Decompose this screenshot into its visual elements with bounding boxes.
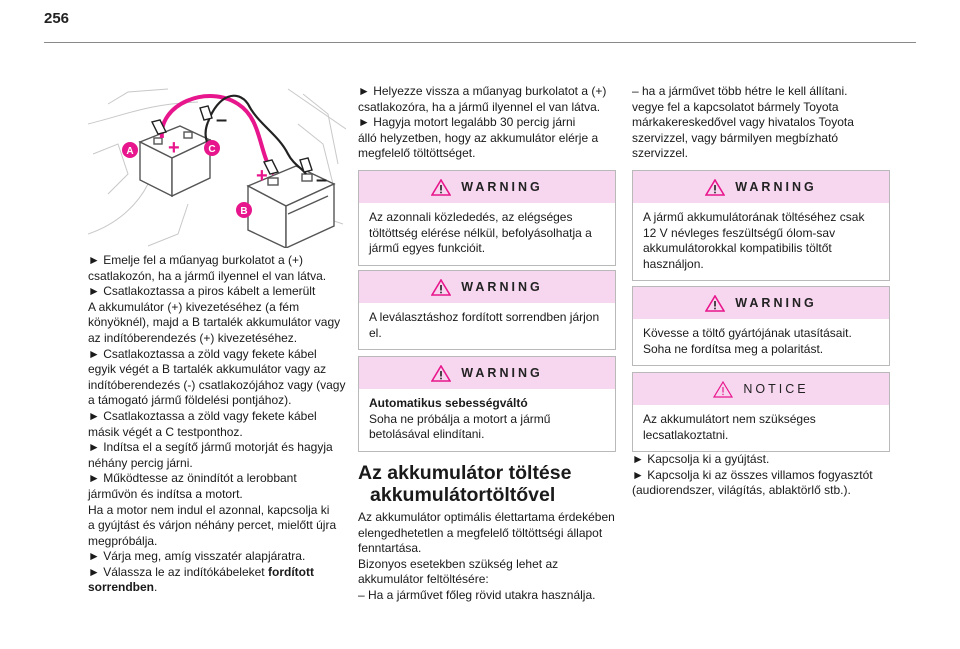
warning-header [359, 271, 615, 303]
warning-triangle-icon [431, 179, 451, 196]
col2-body-line: fenntartása. [358, 541, 422, 556]
warning-body [633, 203, 889, 280]
col1-line: könyöknél), majd a B tartalék akkumulátor vagy [88, 315, 341, 330]
warning-line: betolásával elindítani. [369, 427, 485, 442]
warning-title: WARNING [735, 296, 817, 310]
col3-outro [632, 452, 873, 499]
svg-text:–: – [316, 169, 328, 191]
warning-triangle-icon [705, 179, 725, 196]
col3-intro-line: vegye fel a kapcsolatot bármely Toyota [632, 99, 839, 114]
warning-box-5 [632, 286, 890, 366]
warning-line: 12 V névleges feszültségű ólom-sav [643, 225, 836, 240]
svg-text:+: + [256, 165, 268, 187]
col1-line: ► Működtesse az önindítót a lerobbant [88, 471, 297, 486]
warning-body [359, 203, 615, 265]
warning-triangle-icon [431, 279, 451, 296]
col2 [358, 84, 616, 602]
col1-last-bold: fordított [268, 564, 314, 579]
col2-intro-line: ► Helyezze vissza a műanyag burkolatot a (+) [358, 84, 607, 98]
svg-text:A: A [126, 146, 134, 157]
col2-body-line: – Ha a járművet főleg rövid utakra használja. [358, 587, 596, 602]
col1-line: a támogató jármű földelési pontjához). [88, 393, 292, 408]
col1-line-last [88, 565, 346, 581]
col2-intro [358, 84, 616, 162]
col1-line: ► Várja meg, amíg visszatér alapjáratra. [88, 549, 306, 564]
warning-header [359, 357, 615, 389]
col1-line: az indítóberendezés (+) kivezetéséhez. [88, 330, 298, 345]
warning-line: akkumulátorokkal kompatibilis töltőt [643, 241, 832, 256]
col1-line: Ha a motor nem indul el azonnal, kapcsolja ki [88, 502, 330, 517]
warning-box-3 [358, 356, 616, 452]
warning-title: WARNING [461, 180, 543, 194]
col3-intro-line: szervizzel. [632, 146, 689, 161]
col2-body-line: Az akkumulátor optimális élettartama érdekében [358, 510, 615, 524]
section-title-line: akkumulátortöltővel [370, 484, 556, 506]
notice-header [633, 373, 889, 405]
col3-outro-line: (audiorendszer, világítás, ablaktörlő stb.). [632, 483, 851, 498]
col2-intro-line: ► Hagyja motort legalább 30 percig járni [358, 115, 576, 130]
warning-line: A leválasztáshoz fordított sorrendben járjon [369, 310, 600, 324]
col3-intro-line: márkakereskedővel vagy hivatalos Toyota [632, 115, 854, 130]
notice-body [633, 405, 889, 451]
warning-body [359, 303, 615, 349]
col1-line: ► Emelje fel a műanyag burkolatot a (+) [88, 253, 303, 267]
col3-outro-line: ► Kapcsolja ki az összes villamos fogyasztót [632, 467, 873, 482]
warning-line: A jármű akkumulátorának töltéséhez csak [643, 210, 865, 224]
col1-line: járművön és indítsa a motort. [88, 486, 243, 501]
col2-body-line: akkumulátor feltöltésére: [358, 572, 489, 587]
warning-line: Kövesse a töltő gyártójának utasításait. [643, 326, 852, 340]
col2-intro-line: megfelelő töltöttséget. [358, 146, 476, 161]
col3-outro-line: ► Kapcsolja ki a gyújtást. [632, 452, 770, 466]
col1-line: néhány percig járni. [88, 455, 193, 470]
warning-line: Az azonnali közlededés, az elégséges [369, 210, 573, 224]
warning-title: WARNING [461, 280, 543, 294]
warning-bold-line: Automatikus sebességváltó [369, 396, 528, 410]
col2-body [358, 510, 615, 604]
header-rule [44, 42, 916, 43]
page-number: 256 [44, 10, 70, 27]
col1-line: ► Csatlakoztassa a zöld vagy fekete kábel [88, 346, 317, 361]
warning-line: Soha ne próbálja a motort a jármű [369, 411, 551, 426]
warning-line: el. [369, 325, 382, 340]
warning-line: használjon. [643, 256, 704, 271]
col1-line-final [88, 580, 346, 596]
svg-text:B: B [240, 206, 248, 217]
warning-triangle-icon [705, 295, 725, 312]
warning-box-2 [358, 270, 616, 350]
warning-body [359, 389, 615, 451]
warning-triangle-icon [431, 365, 451, 382]
col1-line: a gyújtást és várjon néhány percet, mielőtt újra [88, 518, 337, 533]
col3-intro [632, 84, 890, 162]
col1-line: indítóberendezés (-) csatlakozójához vagy (vagy [88, 377, 346, 392]
notice-title: NOTICE [743, 382, 809, 396]
jump-start-illustration [88, 84, 346, 248]
col1-line: ► Indítsa el a segítő jármű motorját és hagyja [88, 440, 333, 455]
col2-body-line: Bizonyos esetekben szükség lehet az [358, 556, 559, 571]
notice-box [632, 372, 890, 452]
warning-body [633, 319, 889, 365]
col1-final-bold: sorrendben [88, 580, 155, 595]
col1-final-end: . [154, 580, 158, 595]
col1-line: A akkumulátor (+) kivezetéséhez (a fém [88, 299, 300, 314]
section-title-line: Az akkumulátor töltése [358, 462, 572, 484]
col1-line: ► Csatlakoztassa a zöld vagy fekete kábel [88, 408, 317, 423]
warning-box-1 [358, 170, 616, 266]
notice-line: Az akkumulátort nem szükséges [643, 412, 816, 426]
warning-header [633, 287, 889, 319]
warning-title: WARNING [461, 366, 543, 380]
col1-last-start: ► Válassza le az indítókábeleket [88, 564, 265, 579]
col3-intro-line: szervizzel, vagy bármilyen megbízható [632, 130, 839, 145]
warning-header [359, 171, 615, 203]
col3-intro-line: – ha a járművet több hétre le kell állítani. [632, 84, 848, 98]
col3 [632, 84, 890, 498]
section-title [358, 462, 571, 506]
warning-title: WARNING [735, 180, 817, 194]
col1-instructions [88, 253, 346, 596]
notice-triangle-icon [713, 381, 733, 398]
svg-text:–: – [216, 109, 228, 131]
warning-box-4 [632, 170, 890, 281]
svg-text:+: + [168, 137, 180, 159]
warning-line: Soha ne fordítsa meg a polaritást. [643, 341, 824, 356]
col1-line: megpróbálja. [88, 533, 158, 548]
svg-text:C: C [208, 144, 216, 155]
warning-header [633, 171, 889, 203]
col1-line: másik végét a C testponthoz. [88, 424, 243, 439]
col1-line: csatlakozón, ha a jármű ilyennel el van látva. [88, 268, 327, 283]
warning-line: töltöttség elérése nélkül, befolyásolhatja a [369, 225, 592, 240]
col2-intro-line: álló helyzetben, hogy az akkumulátor elérje a [358, 130, 599, 145]
notice-line: lecsatlakoztatni. [643, 427, 729, 442]
col1-line: ► Csatlakoztassa a piros kábelt a lemerült [88, 284, 316, 299]
col1-line: egyik végét a B tartalék akkumulátor vagy az [88, 362, 327, 377]
col2-intro-line: csatlakozóra, ha a jármű ilyennel el van látva. [358, 99, 601, 114]
warning-line: jármű egyes funkcióit. [369, 241, 486, 256]
col2-body-line: elengedhetetlen a megfelelő töltöttségi állapot [358, 525, 603, 540]
